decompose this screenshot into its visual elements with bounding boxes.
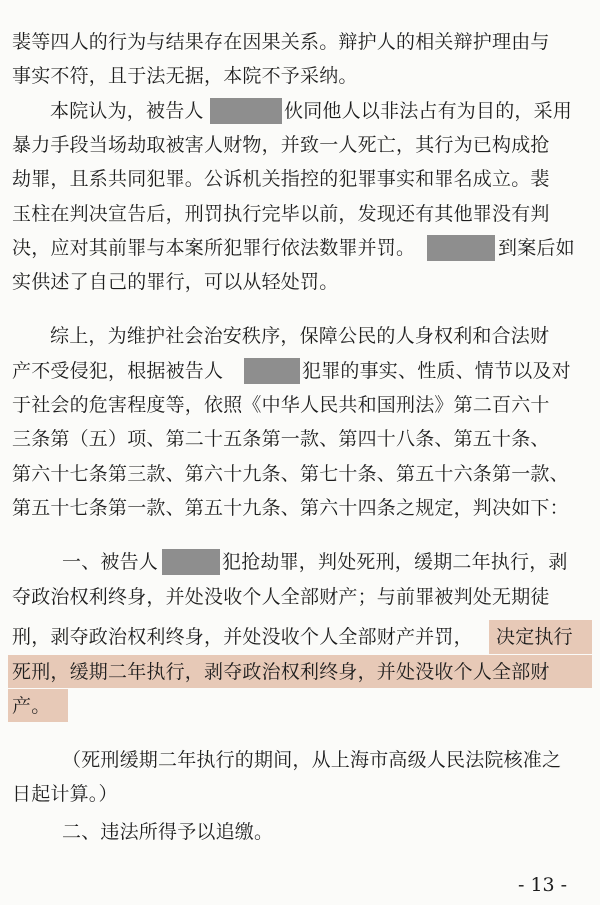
paragraph-line <box>0 233 600 263</box>
text: 产不受侵犯，根据被告人 <box>12 360 224 382</box>
text: 死刑，缓期二年执行，剥夺政治权利终身，并处没收个人全部财 <box>12 661 550 683</box>
text: 日起计算。） <box>12 783 118 805</box>
text: 裴等四人的行为与结果存在因果关系。辩护人的相关辩护理由与 <box>12 31 550 53</box>
paragraph-line <box>0 459 600 489</box>
paragraph-line <box>0 130 600 160</box>
paragraph-line <box>0 745 600 775</box>
text: 玉柱在判决宣告后，刑罚执行完毕以前，发现还有其他罪没有判 <box>12 203 550 225</box>
text: 一、被告人 <box>62 551 159 573</box>
text: 产。 <box>12 695 51 717</box>
text: 到案后如 <box>498 237 575 259</box>
page-number: - 13 - <box>518 874 568 896</box>
paragraph-line <box>0 390 600 420</box>
text: 决定执行 <box>496 626 573 648</box>
redaction-box <box>427 235 495 261</box>
paragraph-line <box>0 424 600 454</box>
redaction-box <box>244 358 300 384</box>
text: 决，应对其前罪与本案所犯罪行依法数罪并罚。 <box>12 237 416 259</box>
text: 第五十七条第一款、第五十九条、第六十四条之规定，判决如下： <box>12 497 569 519</box>
paragraph-line <box>0 267 600 297</box>
paragraph-line <box>0 199 600 229</box>
paragraph-line <box>0 779 600 809</box>
text: 暴力手段当场劫取被害人财物，并致一人死亡，其行为已构成抢 <box>12 134 550 156</box>
paragraph-line <box>0 817 600 847</box>
paragraph-line <box>0 547 600 577</box>
text: 夺政治权利终身，并处没收个人全部财产；与前罪被判处无期徒 <box>12 586 550 608</box>
redaction-box <box>210 98 282 124</box>
redaction-box <box>162 549 220 575</box>
text: 三条第（五）项、第二十五条第一款、第四十八条、第五十条、 <box>12 428 550 450</box>
text: 二、违法所得予以追缴。 <box>62 821 274 843</box>
text: 犯罪的事实、性质、情节以及对 <box>302 360 571 382</box>
text: 犯抢劫罪，判处死刑，缓期二年执行，剥 <box>222 551 568 573</box>
text: 实供述了自己的罪行，可以从轻处罚。 <box>12 271 339 293</box>
paragraph-line <box>0 356 600 386</box>
paragraph-line <box>0 493 600 523</box>
paragraph-line <box>0 321 600 351</box>
paragraph-line <box>0 61 600 91</box>
text: 刑，剥夺政治权利终身，并处没收个人全部财产并罚， <box>12 626 473 648</box>
paragraph-line <box>0 27 600 57</box>
text: 综上，为维护社会治安秩序，保障公民的人身权利和合法财 <box>50 325 550 347</box>
paragraph-line <box>0 96 600 126</box>
text: 本院认为，被告人 <box>50 100 204 122</box>
paragraph-line <box>0 691 600 721</box>
text: 事实不符，且于法无据，本院不予采纳。 <box>12 65 358 87</box>
text: 劫罪，且系共同犯罪。公诉机关指控的犯罪事实和罪名成立。裴 <box>12 168 550 190</box>
text: 于社会的危害程度等，依照《中华人民共和国刑法》第二百六十 <box>12 394 550 416</box>
paragraph-line <box>0 582 600 612</box>
text: 第六十七条第三款、第六十九条、第七十条、第五十六条第一款、 <box>12 463 569 485</box>
paragraph-line <box>0 164 600 194</box>
text: （死刑缓期二年执行的期间，从上海市高级人民法院核准之 <box>62 749 562 771</box>
text: 伙同他人以非法占有为目的，采用 <box>284 100 573 122</box>
paragraph-line <box>0 622 600 652</box>
paragraph-line <box>0 657 600 687</box>
